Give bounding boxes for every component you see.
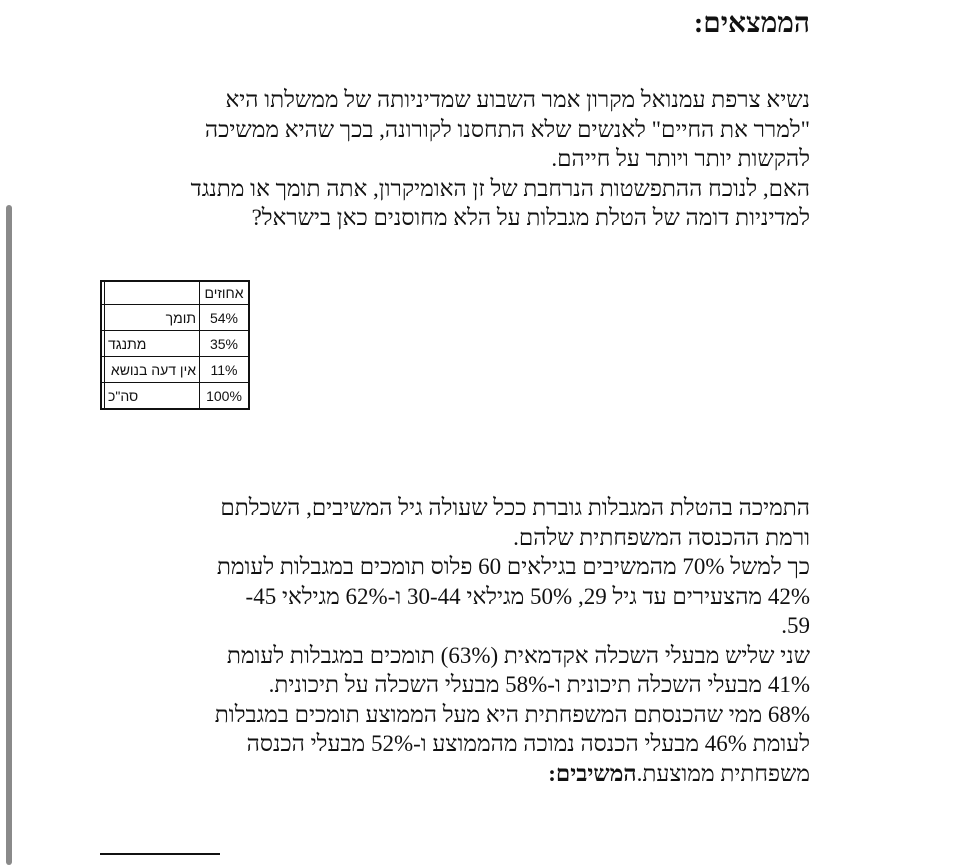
- intro-paragraph: [130, 85, 810, 233]
- results-table: [100, 280, 250, 410]
- divider-line: [100, 853, 220, 855]
- findings-line: כך למשל 70% מהמשיבים בגילאים 60 פלוס תומכים במגבלות לעומת: [216, 554, 810, 579]
- intro-line: האם, לנוכח ההתפשטות הנרחבת של זן האומיקרון, אתה תומך או מתנגד: [190, 175, 810, 201]
- intro-line: נשיא צרפת עמנואל מקרון אמר השבוע שמדיניותה של ממשלתו היא: [225, 87, 810, 112]
- table-row: [101, 383, 249, 410]
- table-header-row: [101, 281, 249, 305]
- table-pct: 35%: [200, 331, 250, 357]
- table-pct: 11%: [200, 357, 250, 383]
- table-label: מתנגד: [105, 331, 200, 357]
- findings-line: 41% מבעלי השכלה תיכונית ו-58% מבעלי השכלה על תיכונית.: [268, 672, 810, 697]
- intro-line: להקשות יותר ויותר על חייהם.: [551, 146, 810, 171]
- findings-line: 59.: [781, 613, 810, 638]
- table-edge: [101, 357, 105, 383]
- table-edge: [101, 331, 105, 357]
- findings-line: 42% מהצעירים עד גיל 29, 50% מגילאי 30-44 ו-62% מגילאי 45-: [245, 583, 810, 609]
- findings-line: שני שליש מבעלי השכלה אקדמאית (63%) תומכים במגבלות לעומת: [226, 642, 810, 668]
- table-edge: [101, 305, 105, 331]
- table-edge: [101, 281, 105, 305]
- findings-line: התמיכה בהטלת המגבלות גוברת ככל שעולה גיל המשיבים, השכלתם: [220, 495, 810, 520]
- table-pct: 100%: [200, 383, 250, 410]
- table-edge: [101, 383, 105, 410]
- findings-line: 68% ממי שהכנסתם המשפחתית היא מעל הממוצע תומכים במגבלות: [214, 701, 810, 727]
- table-cell: [105, 281, 200, 305]
- findings-heading: הממצאים:: [693, 8, 810, 39]
- table-row: [101, 331, 249, 357]
- table-label: סה"כ: [105, 383, 200, 410]
- findings-line: [120, 759, 810, 789]
- table-label: תומך: [105, 305, 200, 331]
- table-pct: 54%: [200, 305, 250, 331]
- table-header: אחוזים: [200, 281, 250, 305]
- findings-last-line: משפחתית ממוצעת.: [636, 760, 810, 786]
- table-row: [101, 305, 249, 331]
- intro-line: "למרר את החיים" לאנשים שלא התחסנו לקורונה, בכך שהיא ממשיכה: [204, 116, 810, 142]
- findings-line: ורמת ההכנסה המשפחתית שלהם.: [513, 524, 810, 550]
- scrollbar[interactable]: [6, 205, 12, 865]
- table-label: אין דעה בנושא: [105, 357, 200, 383]
- respondents-heading: המשיבים:: [548, 760, 637, 786]
- intro-line: למדיניות דומה של הטלת מגבלות על הלא מחוסנים כאן בישראל?: [251, 205, 810, 230]
- findings-line: לעומת 46% מבעלי הכנסה נמוכה מהממוצע ו-52% מבעלי הכנסה: [246, 731, 810, 756]
- table-row: [101, 357, 249, 383]
- findings-paragraph: [120, 493, 810, 788]
